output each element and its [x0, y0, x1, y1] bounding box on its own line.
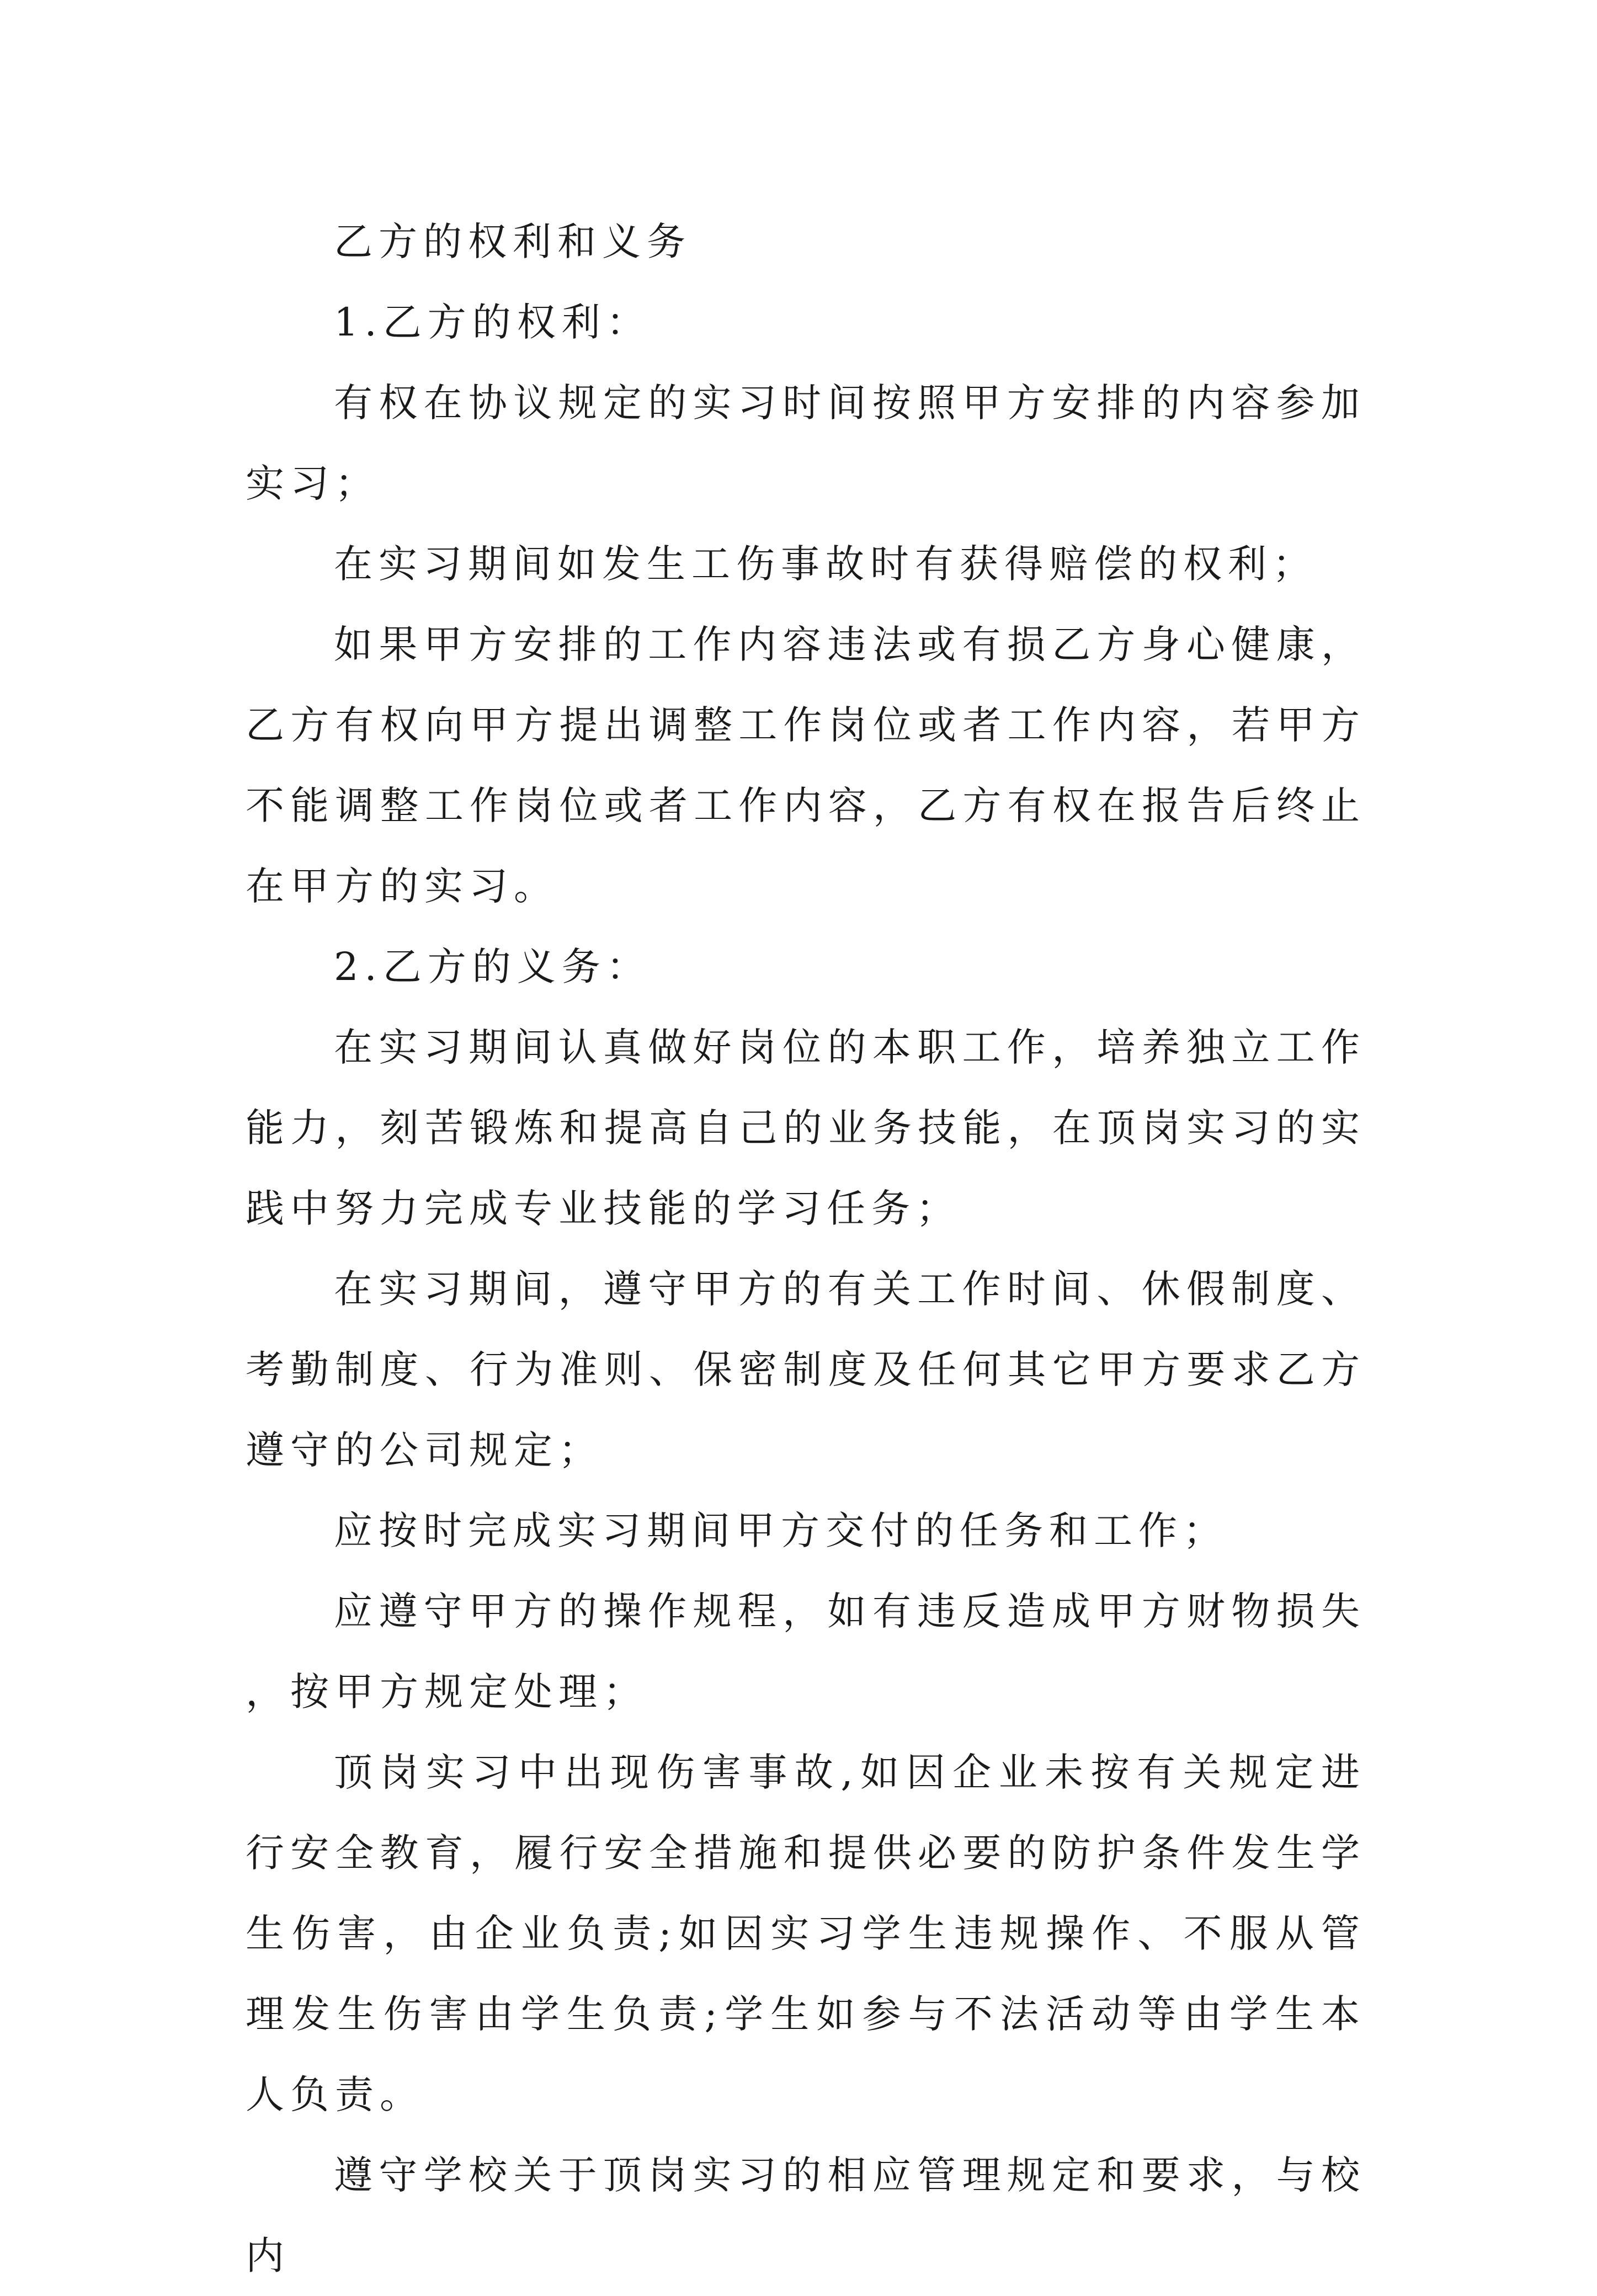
paragraph: 在实习期间，遵守甲方的有关工作时间、休假制度、考勤制度、行为准则、保密制度及任何其它甲方要求乙方遵守的公司规定； [246, 1266, 1366, 1473]
paragraph: 在实习期间认真做好岗位的本职工作，培养独立工作能力，刻苦锻炼和提高自己的业务技能，在顶岗实习的实践中努力完成专业技能的学习任务； [246, 1025, 1366, 1231]
paragraph: 如果甲方安排的工作内容违法或有损乙方身心健康，乙方有权向甲方提出调整工作岗位或者工作内容，若甲方不能调整工作岗位或者工作内容，乙方有权在报告后终止在甲方的实习。 [246, 622, 1366, 909]
paragraph: 遵守学校关于顶岗实习的相应管理规定和要求，与校内 [246, 2153, 1366, 2278]
paragraph: 顶岗实习中出现伤害事故,如因企业未按有关规定进行安全教育，履行安全措施和提供必要的防护条件发生学生伤害，由企业负责;如因实习学生违规操作、不服从管理发生伤害由学生负责;学生如参与不法活动等由学生本人负责。 [246, 1750, 1366, 2117]
paragraph: 有权在协议规定的实习时间按照甲方安排的内容参加实习； [246, 380, 1366, 506]
obligations-heading: 2.乙方的义务： [334, 944, 651, 989]
section-heading: 乙方的权利和义务 [334, 219, 691, 264]
document-body [246, 201, 1366, 2296]
paragraph: 应遵守甲方的操作规程，如有违反造成甲方财物损失，按甲方规定处理； [246, 1589, 1366, 1714]
rights-heading: 1.乙方的权利： [334, 300, 651, 345]
paragraph: 应按时完成实习期间甲方交付的任务和工作； [334, 1508, 1228, 1553]
paragraph: 在实习期间如发生工伤事故时有获得赔偿的权利； [334, 541, 1317, 587]
